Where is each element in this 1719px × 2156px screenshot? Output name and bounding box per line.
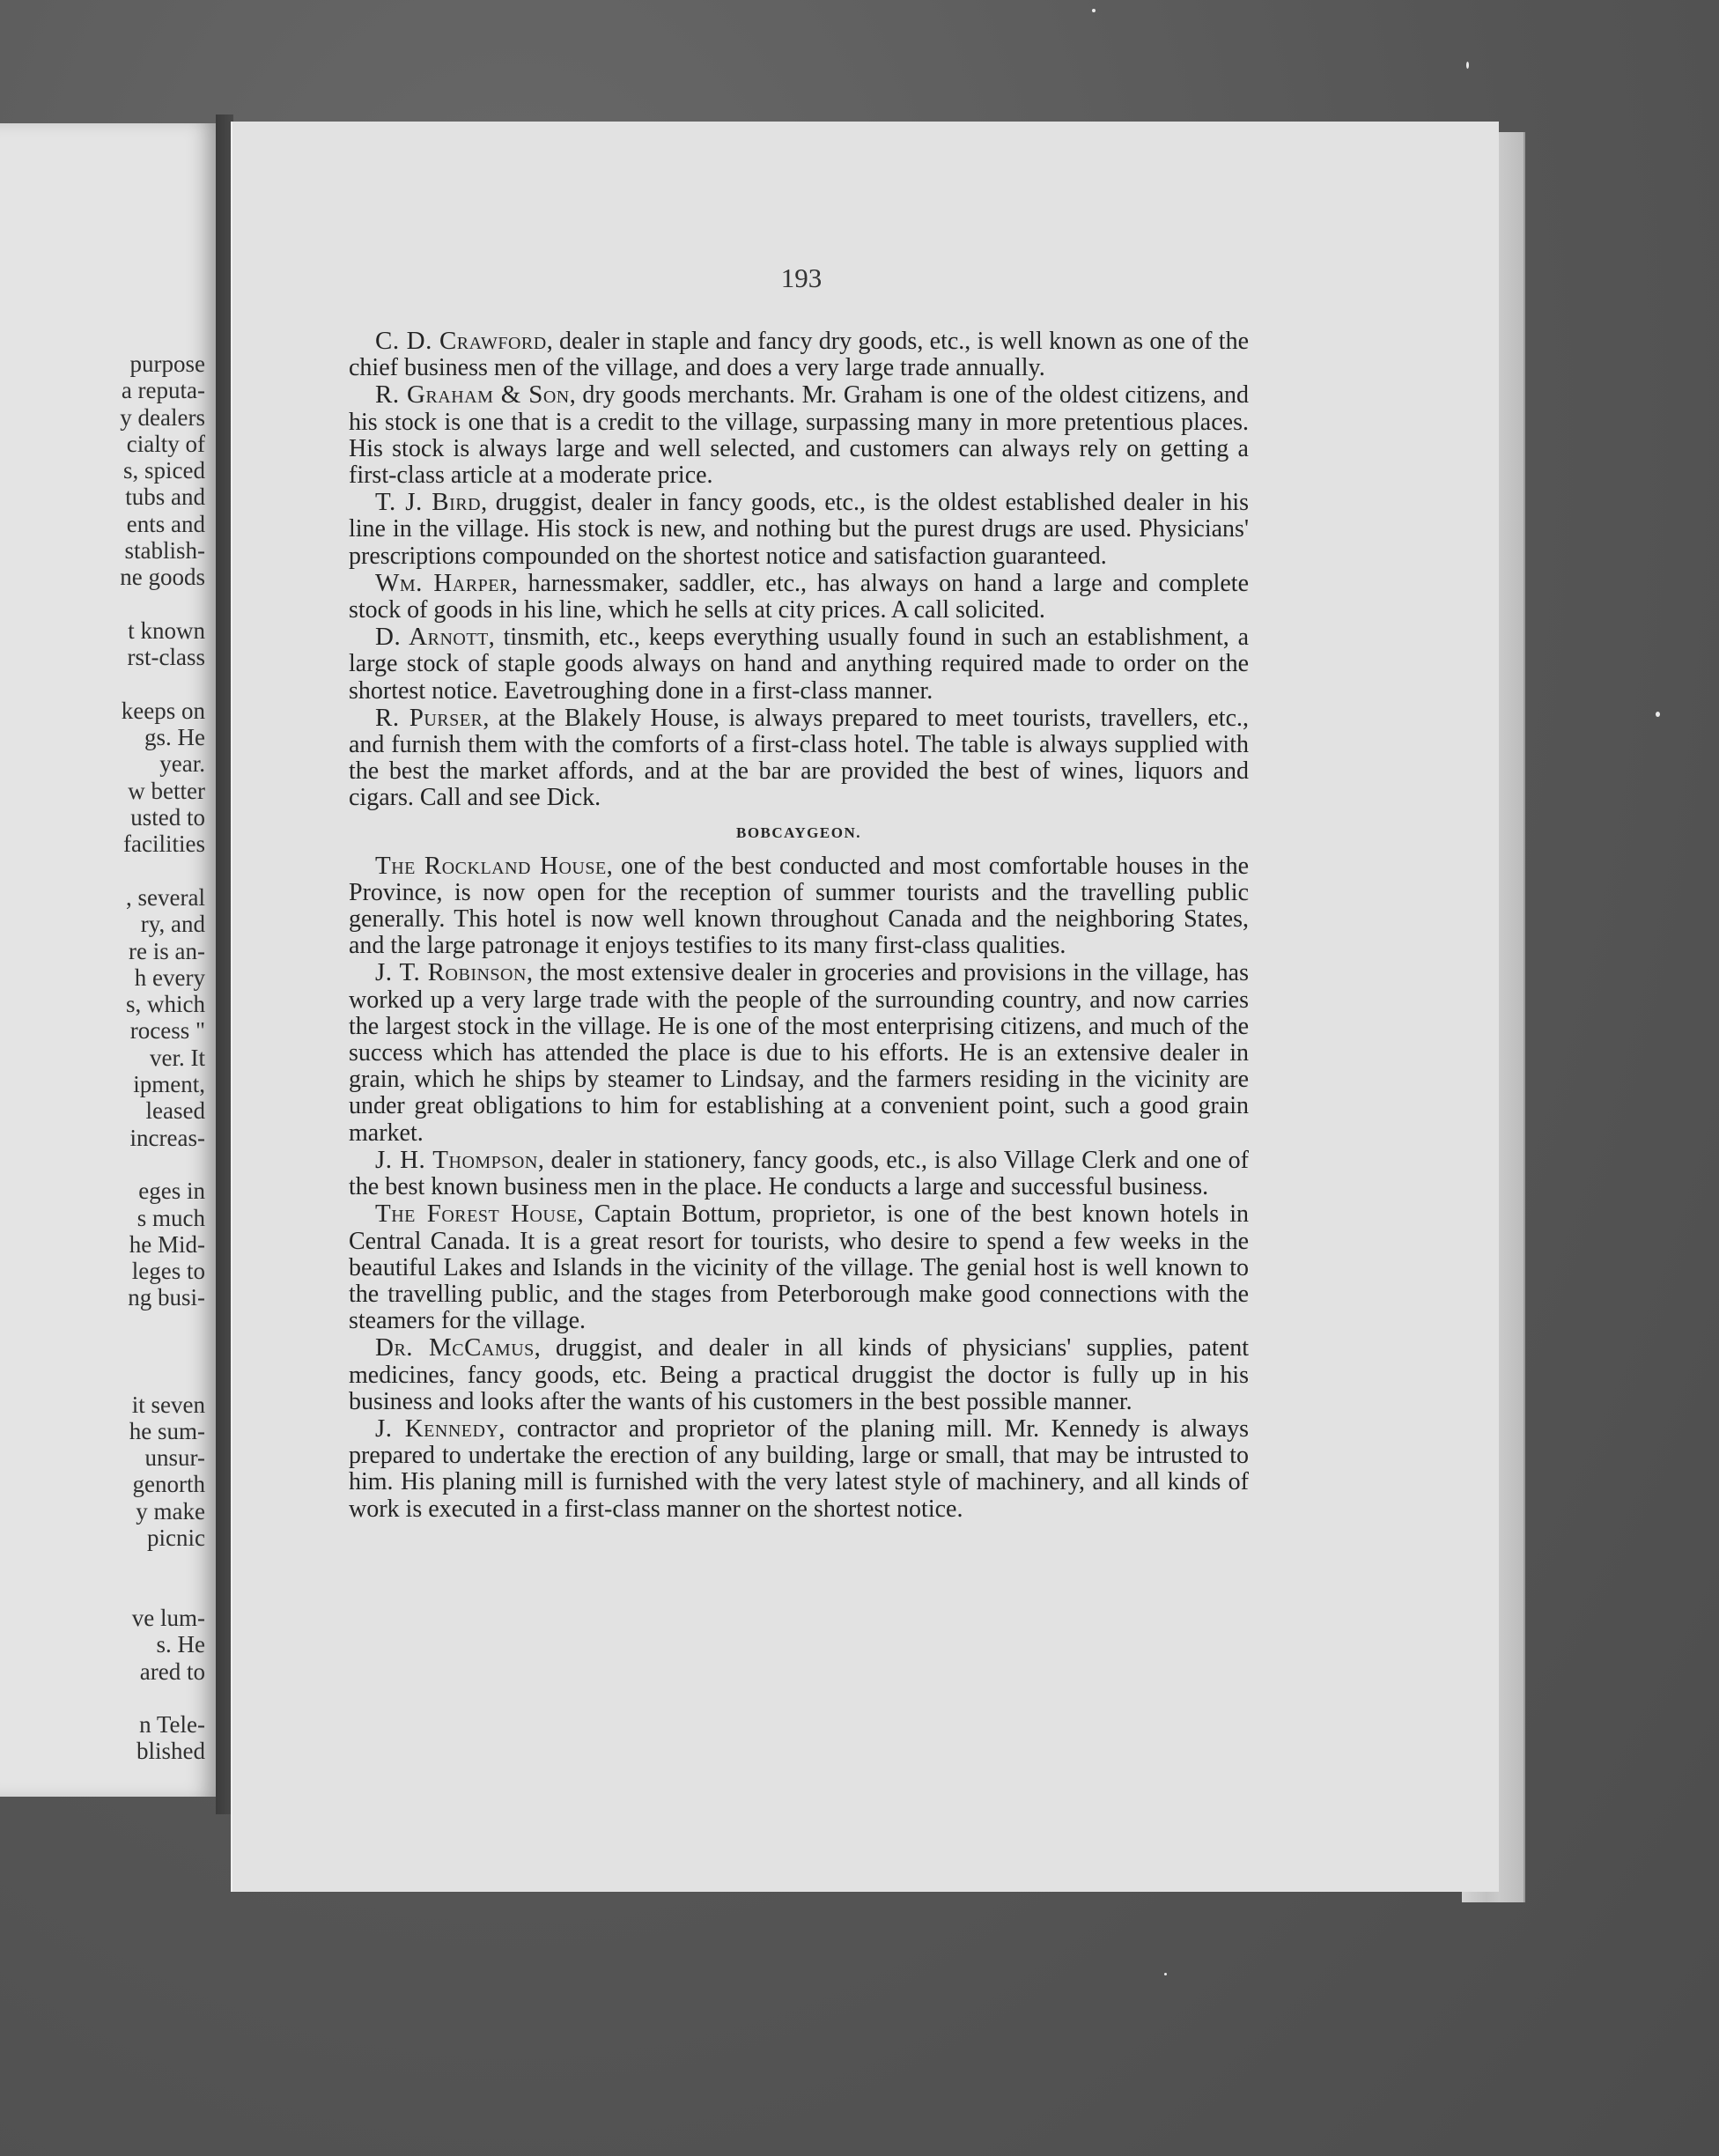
left-page-line: eges in	[138, 1178, 205, 1205]
business-entry	[349, 1334, 1249, 1415]
left-page-line: , several	[126, 883, 205, 911]
left-page-line: re is an-	[129, 937, 205, 964]
left-page-line: ve lum-	[131, 1604, 205, 1631]
left-page-line: s, spiced	[123, 457, 205, 484]
left-page-line: leges to	[131, 1258, 205, 1285]
left-page-line: usted to	[130, 804, 205, 831]
left-page-line: s. He	[156, 1631, 205, 1658]
business-entry	[349, 1415, 1249, 1523]
left-page-line: year.	[159, 750, 205, 778]
business-entry	[349, 705, 1249, 812]
page-body	[349, 328, 1249, 1523]
left-page-line	[0, 1578, 205, 1605]
business-name: R. Purser	[375, 703, 483, 732]
left-page-line: rocess "	[129, 1017, 205, 1045]
entries-top	[349, 328, 1249, 812]
left-page-line: s, which	[126, 991, 205, 1018]
business-description: , druggist, dealer in fancy goods, etc., is the oldest established dealer in his line in the village. His stock is new, and nothing but the purest drugs are used. Physicians' prescriptions compounded on the shortest notice and satisfaction guaranteed.	[349, 489, 1249, 570]
business-name: Dr. McCamus	[375, 1333, 535, 1362]
left-page-line: unsur-	[144, 1444, 205, 1472]
left-page-line: ver. It	[150, 1044, 205, 1071]
left-page-line: ne goods	[120, 564, 205, 591]
left-page-line: n Tele-	[139, 1711, 205, 1739]
business-description: , dry goods merchants. Mr. Graham is one of the oldest citizens, and his stock is one that is a credit to the village, surpassing many in more pretentious places. His stock is always large and well selected, and customers can always rely on getting a first-class article at a moderate price.	[349, 381, 1249, 490]
left-page-line: tubs and	[125, 484, 205, 511]
left-page-line: y dealers	[120, 403, 205, 431]
business-description: , tinsmith, etc., keeps everything usually found in such an establishment, a large stock of staple goods always on hand and anything required made to order on the shortest notice. Eavetroughing done in a first-class manner.	[349, 624, 1249, 705]
business-description: , harnessmaker, saddler, etc., has always on hand a large and complete stock of goods in his line, which he sells at city prices. A call solicited.	[349, 569, 1249, 624]
scan-speck	[1092, 9, 1096, 12]
left-page-line: rst-class	[127, 644, 205, 671]
entries-bottom	[349, 853, 1249, 1523]
business-name: J. T. Robinson	[375, 958, 527, 987]
left-page-line: he Mid-	[129, 1230, 205, 1258]
business-name: T. J. Bird	[375, 488, 482, 517]
business-entry	[349, 328, 1249, 381]
left-page-line: increas-	[129, 1124, 205, 1151]
business-description: , dealer in stationery, fancy goods, etc., is also Village Clerk and one of the best known business men in the place. He conducts a large and successful business.	[349, 1146, 1249, 1201]
left-facing-page	[0, 123, 216, 1797]
left-page-line: ry, and	[140, 911, 205, 938]
left-page-line: genorth	[132, 1471, 205, 1498]
left-page-line	[0, 858, 205, 884]
left-page-line: gs. He	[144, 724, 205, 751]
left-page-line	[0, 1311, 205, 1338]
business-entry	[349, 1200, 1249, 1334]
left-page-line: facilities	[123, 831, 205, 858]
left-page-line: cialty of	[126, 430, 205, 457]
left-page-text-fragments	[0, 351, 205, 1765]
left-page-line: leased	[145, 1097, 205, 1125]
business-name: J. H. Thompson	[375, 1145, 538, 1174]
left-page-line: it seven	[131, 1391, 205, 1418]
left-page-line	[0, 1151, 205, 1178]
left-page-line	[0, 1685, 205, 1711]
left-page-line: t known	[128, 617, 205, 644]
left-page-line: keeps on	[121, 697, 205, 724]
page-number: 193	[780, 262, 823, 293]
left-page-line: ipment,	[133, 1071, 205, 1098]
business-entry	[349, 381, 1249, 489]
business-name: J. Kennedy	[375, 1414, 499, 1443]
business-name: C. D. Crawford	[375, 327, 547, 355]
left-page-line: w better	[128, 777, 205, 804]
business-name: Wm. Harper	[375, 568, 512, 597]
left-page-line: ared to	[139, 1658, 205, 1685]
left-page-line: h every	[134, 964, 205, 991]
business-name: The Rockland House	[375, 851, 607, 880]
business-description: , Captain Bottum, proprietor, is one of the best known hotels in Central Canada. It is a great resort for tourists, who desire to spend a few weeks in the beautiful Lakes and Islands in the vicinity of the village. The genial host is well known to the travelling public, and the stages from Peterborough make good connections with the steamers for the village.	[349, 1200, 1249, 1335]
left-page-line: s much	[136, 1204, 205, 1231]
business-entry	[349, 959, 1249, 1146]
left-page-line: he sum-	[129, 1417, 205, 1444]
left-page-line: picnic	[147, 1525, 205, 1552]
left-page-line: blished	[136, 1738, 205, 1765]
business-entry	[349, 624, 1249, 705]
left-page-line	[0, 1551, 205, 1577]
left-page-line: ng busi-	[128, 1284, 205, 1311]
business-description: , one of the best conducted and most comfortable houses in the Province, is now open for the reception of summer tourists and the travelling public generally. This hotel is now well known throughout Canada and the neighboring States, and the large patronage it enjoys testifies to its many first-class qualities.	[349, 852, 1250, 960]
business-description: , the most extensive dealer in groceries and provisions in the village, has worked up a very large trade with the people of the surrounding country, and now carries the largest stock in the village. He is one of the most enterprising citizens, and much of the success which has attended the place is due to his efforts. He is an extensive dealer in grain, which he ships by steamer to Lindsay, and the farmers residing in the vicinity are under great obligations to him for establishing at a convenient point, such a good grain market.	[349, 959, 1249, 1147]
scan-speck	[1656, 712, 1660, 717]
left-page-line: a reputa-	[121, 377, 205, 404]
business-entry	[349, 853, 1249, 960]
business-description: , druggist, and dealer in all kinds of physicians' supplies, patent medicines, fancy goods, etc. Being a practical druggist the doctor is fully up in his business and looks after the wants of his customers in the best possible manner.	[349, 1334, 1250, 1415]
business-entry	[349, 489, 1249, 570]
business-name: R. Graham & Son	[375, 380, 570, 410]
left-page-line: stablish-	[124, 537, 205, 565]
business-description: , at the Blakely House, is always prepared to meet tourists, travellers, etc., and furnish them with the comforts of a first-class hotel. The table is always supplied with the best the market affords, and at the bar are provided the best of wines, liquors and cigars. Call and see Dick.	[349, 704, 1250, 812]
left-page-line: y make	[136, 1497, 205, 1525]
business-entry	[349, 1147, 1249, 1200]
scan-speck	[1164, 1973, 1167, 1975]
left-page-line	[0, 1364, 205, 1391]
business-description: , dealer in staple and fancy dry goods, etc., is well known as one of the chief business men of the village, and does a very large trade annually.	[349, 328, 1249, 382]
left-page-line: ents and	[126, 510, 205, 537]
business-entry	[349, 570, 1249, 624]
business-name: D. Arnott	[375, 623, 489, 652]
left-page-line	[0, 591, 205, 617]
business-description: , contractor and proprietor of the planing mill. Mr. Kennedy is always prepared to undertake the erection of any building, large or small, that may be intrusted to him. His planing mill is furnished with the very latest style of machinery, and all kinds of work is executed in a first-class manner on the shortest notice.	[349, 1414, 1249, 1523]
left-page-line: purpose	[129, 351, 205, 377]
business-name: The Forest House	[375, 1200, 578, 1229]
left-page-line	[0, 1338, 205, 1364]
left-page-line	[0, 671, 205, 698]
scan-speck	[1466, 62, 1469, 69]
section-heading: BOBCAYGEON.	[736, 823, 861, 841]
